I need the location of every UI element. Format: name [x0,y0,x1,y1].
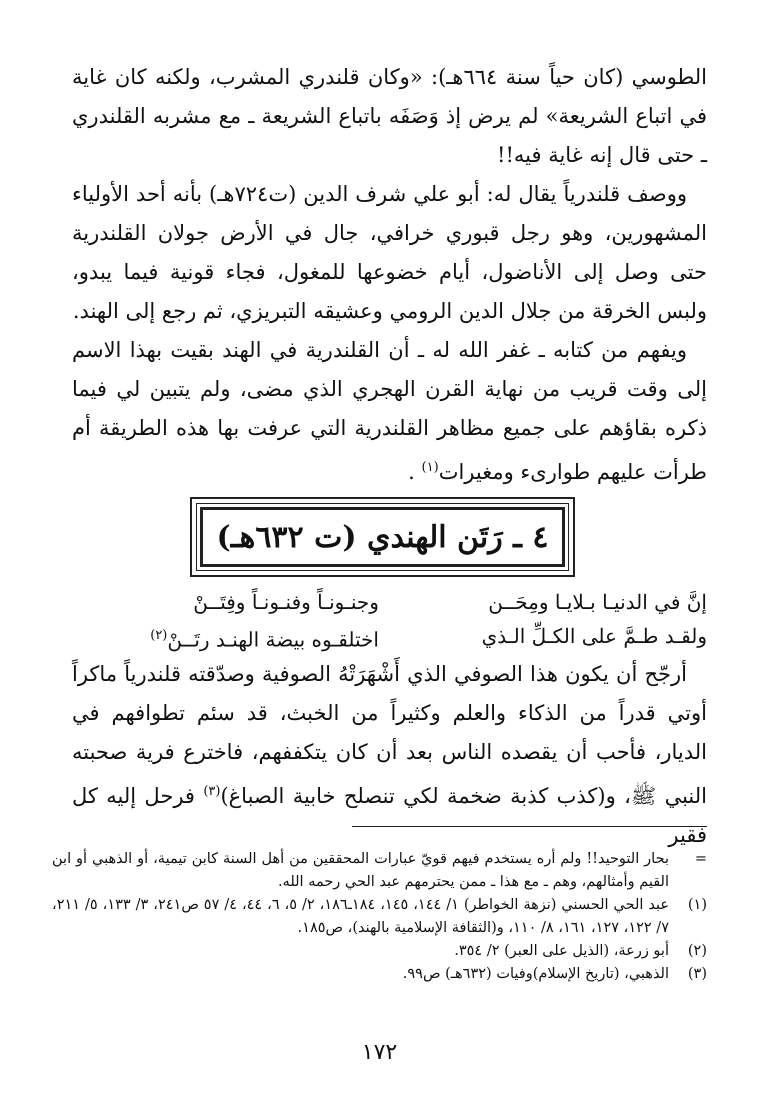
footnote [52,940,707,963]
paragraph-3-end: . [408,460,415,484]
footnote-ref-1[interactable]: (١) [421,460,439,475]
poem-line-2-second-hemistich [88,619,379,657]
footnote-text: عبد الحي الحسني (نزهة الخواطر) ١/ ١٤٤، ١٤٥، ١٨٤ـ١٨٦، ٢/ ٥، ٦، ٤٤، ٤/ ٥٧ ص٢٤١، ٣/ ١٣٣، ٥/ ٢١١، ٧/ ١٢٢، ١٢٧، ١٦١، ٨/ ١١٠، و(الثقافة الإسلامية بالهند)، ص١٨٥. [52,897,669,936]
section-heading-frame [190,497,575,577]
footnote-ref-2[interactable]: (٢) [150,628,168,643]
footnote-text: الذهبي، (تاريخ الإسلام)وفيات (٦٣٢هـ) ص٩٩. [402,966,669,982]
section-heading: ٤ ـ رَتَن الهندي (ت ٦٣٢هـ) [216,519,549,555]
paragraph-3-text: ويفهم من كتابه ـ غفر الله له ـ أن القلندرية في الهند بقيت بهذا الاسم إلى وقت قريب من نهاية القرن الهجري الذي مضى، ولم يتبين لي فيما ذكره بقاؤهم على جميع مظاهر القلندرية التي عرفت بها هذه الطريقة أم طرأت عليهم طوارىء ومغيرات [72,338,707,484]
paragraph-3 [72,331,707,492]
poem-line-2-first-hemistich: ولقـد طـمَّ على الكـلِّ الـذي [481,624,707,648]
footnote-text: بحار التوحيد!! ولم أره يستخدم فيهم قويّ عبارات المحققين من أهل السنة كابن تيمية، أو الذهبي أو ابن القيم وأمثالهم، وهم ـ مع هذا ـ ممن يحترمهم عبد الحي رحمه الله. [52,851,669,890]
paragraph-4-part-2: فرحل إليه كل فقير [72,784,707,847]
footnote [52,848,707,894]
paragraph-1: الطوسي (كان حياً سنة ٦٦٤هـ): «وكان قلندري المشرب، ولكنه كان غاية في اتباع الشريعة» لم يرض إذ وَصَفَه باتباع الشريعة ـ مع مشربه القلندري ـ حتى قال إنه غاية فيه!! [72,65,707,167]
footnote-mark: (٢) [687,943,707,959]
footnote-separator [352,826,707,827]
paragraph-2: ووصف قلندرياً يقال له: أبو علي شرف الدين (ت٧٢٤هـ) بأنه أحد الأولياء المشهورين، وهو رجل قبوري خرافي، جال في الأرض جولان القلندرية حتى وصل إلى الأناضول، أيام خضوعها للمغول، فجاء قونية فيما يبدو، ولبس الخرقة من جلال الدين الرومي وعشيقه التبريزي، ثم رجع إلى الهند. [72,182,707,323]
footnote [52,963,707,986]
footnote-mark: = [694,851,707,867]
paragraph-4-part-1: أرجّح أن يكون هذا الصوفي الذي أَشْهَرَتْهُ الصوفية وصدّقته قلندرياً ماكراً أوتي قدراً من الذكاء والعلم وكثيراً من الخبث، قد سئم تطوافهم في الديار، فأحب أن يقصده الناس بعد أن كان يتكففهم، فاخترع فرية صحبته النبي ﷺ، و(كذب كذبة ضخمة لكي تنصلح خابية الصباغ) [72,662,707,808]
footnotes [52,848,707,986]
page-number: ١٧٢ [361,1040,398,1065]
footnote-text: أبو زرعة، (الذيل على العبر) ٢/ ٣٥٤. [454,943,669,959]
poem-line-2 [88,619,707,657]
poem-line-1-second-hemistich: وجنـونـاً وفنـونـاً وفِتَــنْ [193,590,379,614]
poem [88,585,707,657]
main-text-continued [72,655,707,855]
poem-line-1-first-hemistich: إنَّ في الدنيـا بـلايـا ومِحَــن [488,590,707,614]
poem-line-1 [88,585,707,619]
main-text [72,58,707,492]
paragraph-4 [72,655,707,855]
footnote-ref-3[interactable]: (٣) [203,784,221,799]
footnote-mark: (١) [687,897,707,913]
poem-line-2-text: اختلقـوه بيضة الهنـد رتَــنْ [167,627,379,652]
footnote [52,894,707,940]
footnote-mark: (٣) [687,966,707,982]
